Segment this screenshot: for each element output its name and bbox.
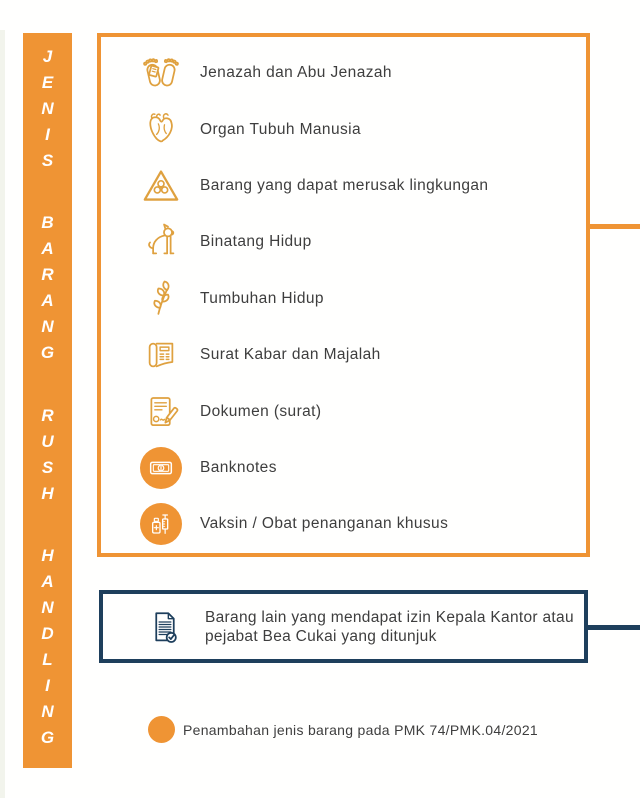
rush-item-label: Binatang Hidup	[200, 233, 312, 251]
rush-item-label: Dokumen (surat)	[200, 402, 322, 420]
banknote-icon	[140, 447, 182, 489]
rush-item-row	[139, 45, 586, 101]
rush-item-row	[139, 214, 586, 270]
orange-connector-line	[586, 224, 640, 229]
rush-item-label: Vaksin / Obat penanganan khusus	[200, 515, 449, 533]
sidebar-letter: A	[41, 239, 54, 259]
sidebar-letter: A	[41, 291, 54, 311]
sidebar-letter: E	[41, 73, 54, 92]
rush-item-label: Barang yang dapat merusak lingkungan	[200, 176, 489, 194]
rush-item-row	[139, 327, 586, 383]
vaccine-icon	[140, 503, 182, 545]
rush-item-label: Surat Kabar dan Majalah	[200, 346, 381, 364]
sidebar-letter: R	[41, 265, 54, 285]
sidebar-letter: B	[41, 213, 54, 233]
heart-organ-icon	[139, 108, 183, 152]
rush-item-label: Organ Tubuh Manusia	[200, 120, 361, 138]
document-pen-icon	[139, 390, 183, 434]
sidebar-letter: G	[40, 343, 55, 363]
sidebar-letter: H	[41, 545, 54, 565]
sidebar-letter: G	[40, 727, 55, 747]
sidebar-title-bar	[23, 33, 72, 768]
sidebar-letter: U	[41, 431, 54, 451]
legend	[148, 716, 538, 743]
sidebar-letter: R	[41, 405, 54, 425]
rush-item-row	[139, 101, 586, 157]
rush-item-row	[139, 158, 586, 214]
sidebar-word-jenis	[41, 44, 53, 174]
navy-connector-line	[588, 625, 640, 630]
sidebar-letter: D	[41, 623, 54, 643]
sidebar-letter: N	[41, 597, 54, 617]
rush-item-row	[139, 383, 586, 439]
sidebar-letter: H	[41, 483, 54, 503]
special-item-label: Barang lain yang mendapat izin Kepala Kantor atau pejabat Bea Cukai yang ditunjuk	[205, 608, 574, 645]
sidebar-word-barang	[41, 210, 54, 366]
rush-item-row	[139, 271, 586, 327]
rush-item-row	[139, 496, 586, 552]
feet-icon	[139, 51, 183, 95]
sidebar-letter: A	[41, 571, 54, 591]
sidebar-letter: L	[42, 649, 53, 669]
document-check-icon	[145, 607, 185, 647]
legend-new-item-dot-icon	[148, 716, 175, 743]
dog-icon	[139, 220, 183, 264]
rush-items-box	[97, 33, 590, 557]
sidebar-letter: N	[41, 701, 54, 721]
newspaper-icon	[139, 333, 183, 377]
legend-text: Penambahan jenis barang pada PMK 74/PMK.04/2021	[183, 721, 539, 738]
special-item-box	[99, 590, 588, 663]
sidebar-letter: N	[41, 317, 54, 337]
page-edge-strip	[0, 30, 5, 798]
biohazard-icon	[139, 164, 183, 208]
sidebar-letter: S	[41, 457, 54, 477]
sidebar-letter: I	[45, 125, 50, 144]
rush-item-label: Tumbuhan Hidup	[200, 289, 324, 307]
sidebar-letter: S	[41, 151, 54, 170]
sidebar-letter: N	[41, 99, 54, 118]
sidebar-word-rush	[41, 403, 53, 507]
rush-item-row	[139, 440, 586, 496]
sidebar-letter: J	[42, 47, 53, 66]
rush-item-label: Banknotes	[200, 458, 277, 476]
plant-icon	[139, 277, 183, 321]
rush-item-label: Jenazah dan Abu Jenazah	[200, 64, 392, 82]
sidebar-word-handling	[41, 543, 54, 751]
sidebar-letter: I	[45, 675, 50, 695]
